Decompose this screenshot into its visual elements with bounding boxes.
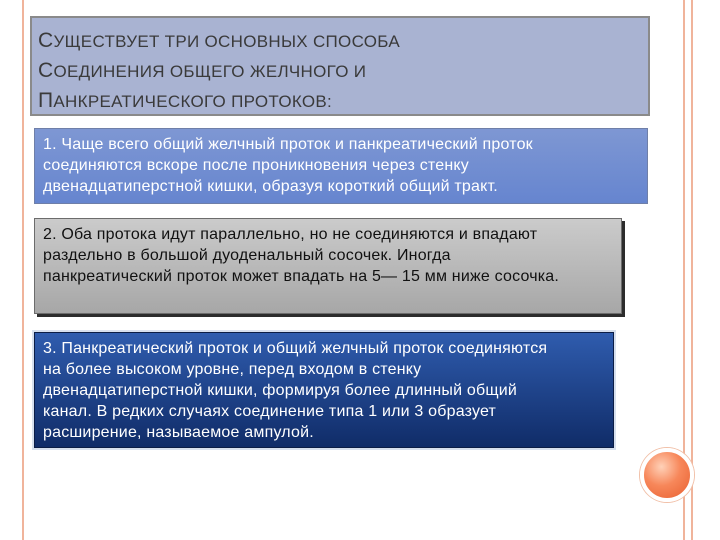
method-2-line-1: 2. Оба протока идут параллельно, но не соединяются и впадают bbox=[43, 226, 538, 243]
title-line-1: СУЩЕСТВУЕТ ТРИ ОСНОВНЫХ СПОСОБА bbox=[38, 29, 401, 52]
method-1-line-2: соединяются вскоре после проникновения через стенку bbox=[43, 157, 469, 174]
method-3-line-2: на более высоком уровне, перед входом в стенку bbox=[43, 361, 422, 378]
method-2-line-2: раздельно в большой дуоденальный сосочек. Иногда bbox=[43, 247, 451, 264]
method-3-line-5: расширение, называемое ампулой. bbox=[43, 424, 314, 441]
method-3-line-3: двенадцатиперстной кишки, формируя более длинный общий bbox=[43, 382, 518, 399]
method-3-line-4: канал. В редких случаях соединение типа 1 или 3 образует bbox=[43, 403, 497, 420]
decorative-orb bbox=[640, 448, 694, 502]
method-2-box bbox=[34, 218, 622, 314]
slide-title bbox=[30, 16, 650, 116]
method-1-line-3: двенадцатиперстной кишки, образуя короткий общий тракт. bbox=[43, 178, 498, 195]
method-3-line-1: 3. Панкреатический проток и общий желчный проток соединяются bbox=[43, 340, 548, 357]
method-2-line-3: панкреатический проток может впадать на 5— 15 мм ниже сосочка. bbox=[43, 268, 560, 285]
right-accent-line-outer bbox=[691, 0, 693, 540]
method-1-line-1: 1. Чаще всего общий желчный проток и панкреатический проток bbox=[43, 136, 533, 153]
title-line-3: ПАНКРЕАТИЧЕСКОГО ПРОТОКОВ: bbox=[38, 89, 333, 112]
method-1-box bbox=[34, 128, 648, 204]
title-line-2: СОЕДИНЕНИЯ ОБЩЕГО ЖЕЛЧНОГО И bbox=[38, 59, 367, 82]
method-3-box bbox=[34, 332, 614, 448]
left-accent-line bbox=[22, 0, 24, 540]
